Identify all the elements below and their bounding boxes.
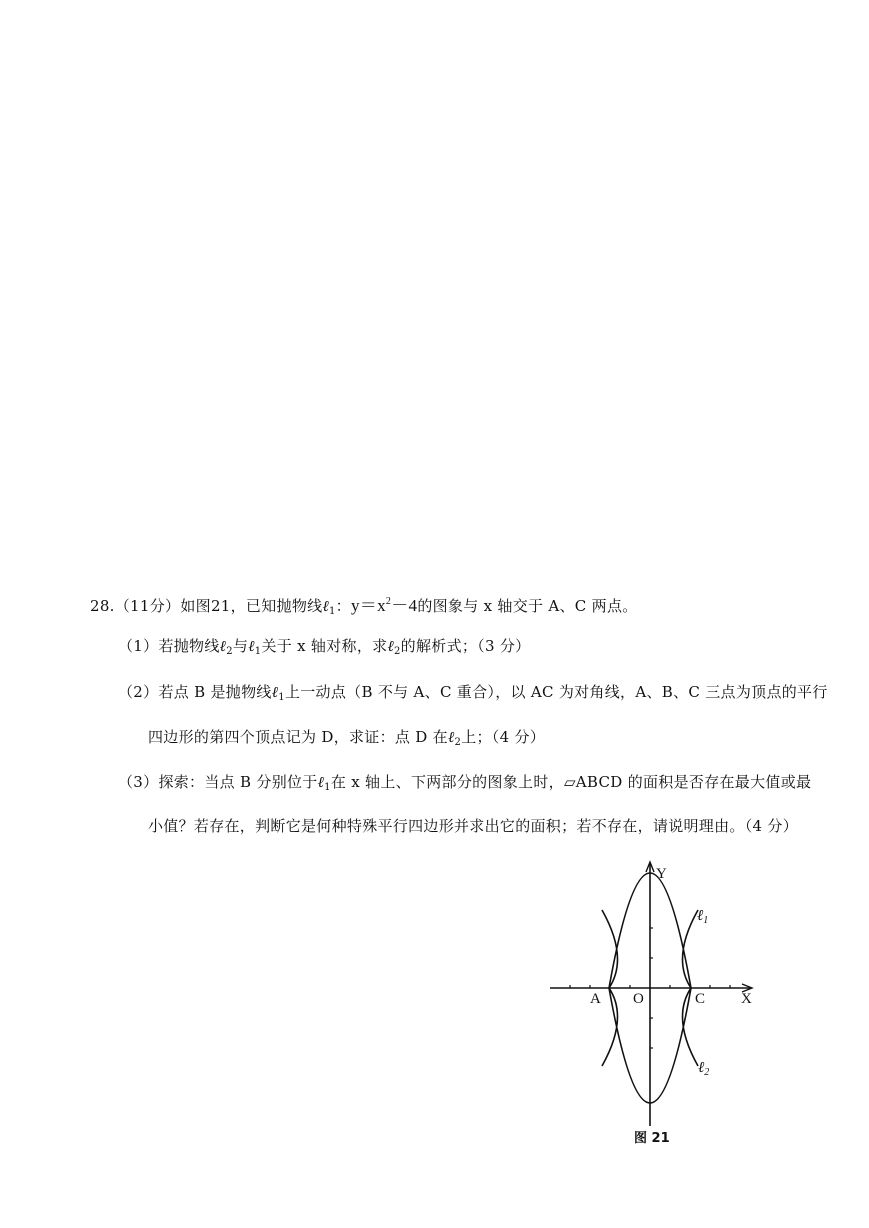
curve-l2-label: ℓ$_2$ [698, 1060, 710, 1078]
axis-x-label: X [741, 991, 752, 1007]
ell-symbol: ℓ [387, 637, 394, 655]
ell-subscript: 1 [324, 782, 331, 793]
ell-subscript: 2 [226, 646, 233, 657]
point-o-label: O [633, 991, 644, 1007]
curve-l1-label: ℓ$_1$ [697, 908, 709, 926]
part-3-text: （3）探索：当点 B 分别位于 [118, 773, 318, 791]
ell-subscript: 1 [329, 606, 336, 617]
part-1-text: 关于 x 轴对称，求 [261, 637, 388, 655]
part-2-text: 上一动点（B 不与 A、C 重合），以 AC 为对角线，A、B、C 三点为顶点的平行 [284, 683, 828, 701]
part-2-text: 四边形的第四个顶点记为 D，求证：点 D 在 [148, 728, 448, 746]
part-3-line-1 [118, 772, 811, 798]
equation-exponent: 2 [385, 596, 392, 607]
intro-colon: ： [335, 597, 351, 615]
part-1-text: （1）若抛物线 [118, 637, 220, 655]
part-1-text: 与 [232, 637, 249, 655]
point-c-label: C [695, 991, 706, 1007]
ell-subscript: 2 [454, 737, 462, 748]
ell-symbol: ℓ [248, 637, 255, 655]
parabola-figure [545, 858, 765, 1148]
intro-text-end: 的图象与 x 轴交于 A、C 两点。 [417, 597, 638, 615]
equation-rhs: －4 [391, 596, 418, 615]
part-2-line-1 [118, 682, 828, 708]
ell-subscript: 1 [254, 646, 262, 657]
parallelogram-symbol: ▱ [563, 773, 576, 791]
ell-symbol: ℓ [271, 683, 279, 701]
ell-symbol: ℓ [317, 773, 325, 791]
part-3-text: 在 x 轴上、下两部分的图象上时， [330, 773, 564, 791]
part-1-text: 的解析式；（3 分） [400, 637, 531, 655]
ell-subscript: 2 [394, 646, 401, 657]
problem-intro [90, 592, 638, 622]
ell-symbol: ℓ [447, 728, 455, 746]
part-3-line-2 [148, 816, 798, 836]
figure-caption: 图 21 [634, 1131, 670, 1146]
intro-text: 28.（11分）如图21，已知抛物线 [90, 597, 323, 615]
point-a-label: A [590, 991, 601, 1007]
part-3-text: 小值？若存在，判断它是何种特殊平行四边形并求出它的面积；若不存在，请说明理由。（4 分） [148, 817, 799, 835]
axis-y-label: Y [656, 866, 667, 882]
ell-symbol: ℓ [219, 637, 227, 655]
part-2-text: （2）若点 B 是抛物线 [118, 683, 272, 701]
part-3-text: ABCD 的面积是否存在最大值或最 [575, 773, 812, 791]
ell-symbol: ℓ [322, 597, 329, 615]
ell-subscript: 1 [278, 692, 285, 703]
equation [351, 596, 417, 615]
equation-lhs: y＝x [350, 596, 386, 615]
part-1 [118, 636, 530, 662]
part-2-text: 上；（4 分） [461, 728, 546, 746]
part-2-line-2 [148, 727, 545, 753]
